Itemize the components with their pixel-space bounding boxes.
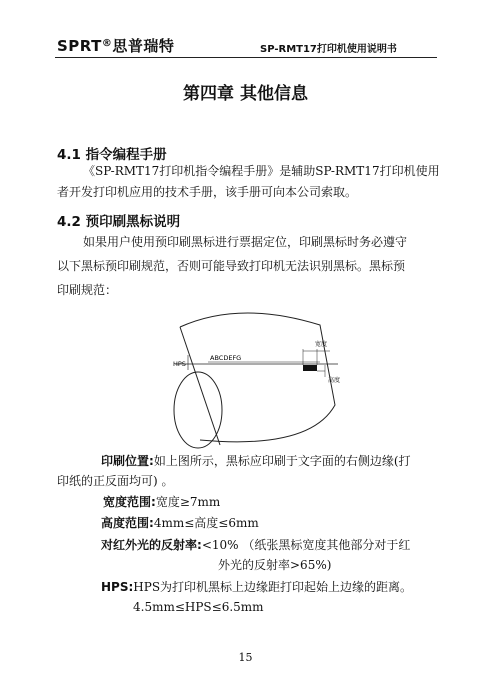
hps-range: 4.5mm≤HPS≤6.5mm	[133, 600, 264, 614]
ir-reflectance-spec	[101, 535, 410, 556]
hps-spec-label: HPS:	[101, 580, 134, 594]
width-diagram-label: 宽度	[315, 341, 328, 348]
width-range-label: 宽度范围:	[103, 495, 156, 509]
section-title-4-2: 4.2 预印刷黑标说明	[57, 214, 181, 230]
brand-name: SPRT	[57, 37, 102, 55]
position-text-2: 印纸的正反面均可) 。	[57, 474, 174, 488]
sample-text: ABCDEFG	[210, 354, 242, 362]
section-title-4-1: 4.1 指令编程手册	[57, 147, 167, 163]
hps-diagram-label: HPS	[173, 360, 186, 368]
hps-spec-text: HPS为打印机黑标上边缘距打印起始上边缘的距离。	[133, 580, 413, 594]
section-4-2-line-3: 印刷规范：	[57, 283, 118, 297]
ir-reflectance-label: 对红外光的反射率:	[101, 538, 202, 552]
section-4-2-line-2: 以下黑标预印刷规范，否则可能导致打印机无法识别黑标。黑标预	[57, 259, 406, 273]
height-diagram-label: 高度	[328, 377, 341, 384]
header-divider	[55, 57, 437, 58]
position-text-1: 如上图所示，黑标应印刷于文字面的右侧边缘(打	[153, 454, 411, 468]
page-number: 15	[238, 651, 253, 664]
height-range-value: 4mm≤高度≤6mm	[153, 516, 259, 530]
position-spec	[101, 451, 411, 472]
black-mark	[303, 365, 317, 371]
brand-name-cn: 思普瑞特	[112, 37, 175, 55]
document-title: SP-RMT17打印机使用说明书	[260, 44, 397, 55]
section-4-1-line-2: 者开发打印机应用的技术手册，该手册可向本公司索取。	[57, 185, 358, 199]
width-range-value: 宽度≥7mm	[155, 495, 221, 509]
registered-mark: ®	[101, 38, 113, 49]
chapter-title: 第四章 其他信息	[183, 84, 308, 104]
position-label: 印刷位置:	[101, 454, 154, 468]
height-spec	[101, 513, 259, 534]
section-4-2-line-1: 如果用户使用预印刷黑标进行票据定位，印刷黑标时务必遵守	[83, 235, 408, 249]
paper-outline	[180, 313, 335, 442]
hps-spec	[101, 577, 412, 598]
ir-reflectance-value-2: 外光的反射率>65%)	[218, 558, 332, 572]
width-spec	[103, 492, 220, 513]
paper-fold-edge	[180, 327, 220, 445]
black-mark-diagram	[160, 305, 360, 455]
brand-logo	[57, 35, 174, 56]
section-4-1-line-1: 《SP-RMT17打印机指令编程手册》是辅助SP-RMT17打印机使用	[83, 164, 440, 178]
ir-reflectance-value-1: <10% （纸张黑标宽度其他部分对于红	[201, 538, 411, 552]
height-range-label: 高度范围:	[101, 516, 154, 530]
paper-roll	[174, 372, 222, 448]
